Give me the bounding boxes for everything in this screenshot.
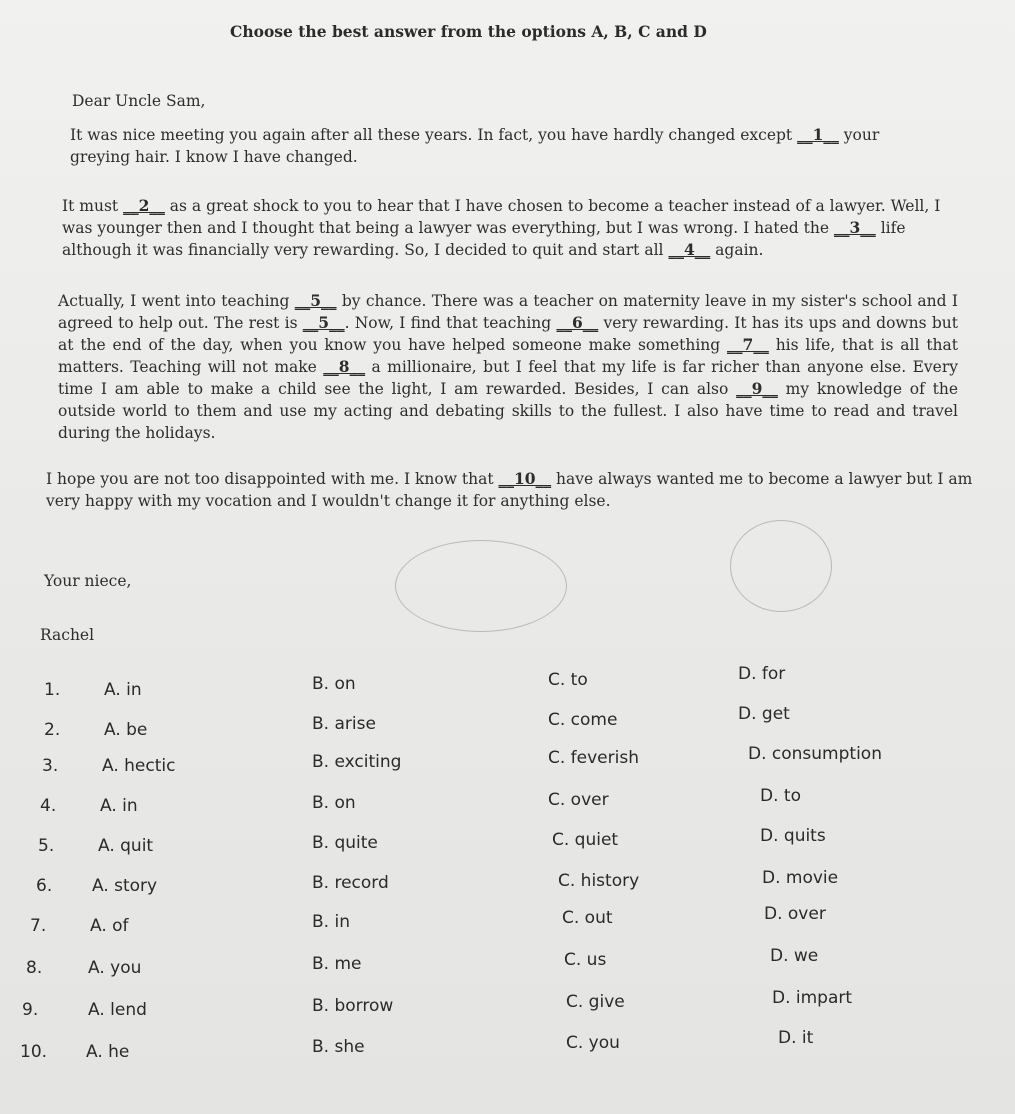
option-c[interactable]: C. come <box>548 710 618 730</box>
letter-text: It must <box>62 197 124 215</box>
option-a[interactable]: A. be <box>104 720 148 740</box>
question-number: 7. <box>30 916 47 936</box>
option-d[interactable]: D. get <box>738 704 790 724</box>
option-a[interactable]: A. lend <box>88 1000 147 1020</box>
question-number: 8. <box>26 958 43 978</box>
option-d[interactable]: D. movie <box>762 868 839 888</box>
letter-greeting: Dear Uncle Sam, <box>72 92 206 110</box>
answer-blank: __5__ <box>302 313 345 332</box>
option-b[interactable]: B. me <box>312 954 362 974</box>
letter-closing: Your niece, <box>44 572 132 590</box>
option-a[interactable]: A. in <box>104 680 142 700</box>
option-a[interactable]: A. in <box>100 796 138 816</box>
option-c[interactable]: C. to <box>548 670 588 690</box>
letter-text: have always wanted me to become a lawyer but I am very happy with my vocation and I wouldn't change it for anything else. <box>46 470 973 510</box>
question-number: 5. <box>38 836 55 856</box>
option-d[interactable]: D. to <box>760 786 801 806</box>
option-c[interactable]: C. feverish <box>548 748 639 768</box>
question-number: 3. <box>42 756 59 776</box>
option-b[interactable]: B. on <box>312 793 356 813</box>
option-c[interactable]: C. quiet <box>552 830 619 850</box>
question-number: 6. <box>36 876 53 896</box>
option-d[interactable]: D. over <box>764 904 826 924</box>
option-b[interactable]: B. on <box>312 674 356 694</box>
letter-text: Actually, I went into teaching <box>58 292 295 310</box>
answer-blank: __4__ <box>668 240 711 259</box>
option-a[interactable]: A. quit <box>98 836 154 856</box>
option-c[interactable]: C. out <box>562 908 613 928</box>
answer-blank: __2__ <box>123 196 165 215</box>
letter-text: life although it was financially very rewarding. So, I decided to quit and start all <box>62 219 906 259</box>
option-c[interactable]: C. you <box>566 1033 620 1053</box>
letter-text: again. <box>710 241 764 259</box>
answer-blank: __8__ <box>323 357 366 376</box>
answer-blank: __3__ <box>833 218 876 237</box>
letter-text: your greying hair. I know I have changed. <box>70 126 880 166</box>
letter-text: I hope you are not too disappointed with me. I know that <box>46 470 499 488</box>
letter-text: his life, that is all that matters. Teaching will not make <box>58 336 958 376</box>
option-a[interactable]: A. of <box>90 916 129 936</box>
option-d[interactable]: D. we <box>770 946 819 966</box>
letter-text: a millionaire, but I feel that my life is far richer than anyone else. Every time I am able to make a child see the light, I am rewarded. Besides, I can also <box>58 358 958 398</box>
instruction-title: Choose the best answer from the options A, B, C and D <box>230 22 707 41</box>
option-a[interactable]: A. he <box>86 1042 130 1062</box>
letter-text: as a great shock to you to hear that I have chosen to become a teacher instead of a lawyer. Well, I was younger then and I thought that being a lawyer was everything, but I was wrong. I hated the <box>62 197 941 237</box>
letter-text: my knowledge of the outside world to them and use my acting and debating skills to the fullest. I also have time to read and travel during the holidays. <box>58 380 958 442</box>
option-b[interactable]: B. arise <box>312 714 376 734</box>
option-c[interactable]: C. give <box>566 992 625 1012</box>
answer-blank: __1__ <box>797 125 839 144</box>
question-number: 4. <box>40 796 57 816</box>
option-c[interactable]: C. us <box>564 950 607 970</box>
question-number: 9. <box>22 1000 39 1020</box>
letter-signature: Rachel <box>40 626 95 644</box>
option-a[interactable]: A. hectic <box>102 756 176 776</box>
letter-text: . Now, I find that teaching <box>344 314 557 332</box>
letter-text: very rewarding. It has its ups and downs but at the end of the day, when you know you have helped someone make something <box>58 314 958 354</box>
option-d[interactable]: D. impart <box>772 988 853 1008</box>
option-d[interactable]: D. quits <box>760 826 826 846</box>
answer-blank: __5__ <box>294 291 337 310</box>
answer-blank: __10__ <box>498 469 552 488</box>
question-number: 10. <box>20 1042 48 1062</box>
letter-text: by chance. There was a teacher on maternity leave in my sister's school and I agreed to help out. The rest is <box>58 292 958 332</box>
option-b[interactable]: B. in <box>312 912 350 932</box>
question-number: 2. <box>44 720 61 740</box>
option-a[interactable]: A. story <box>92 876 158 896</box>
answer-blank: __6__ <box>556 313 599 332</box>
option-b[interactable]: B. she <box>312 1037 365 1057</box>
option-c[interactable]: C. over <box>548 790 609 810</box>
answer-blank: __7__ <box>727 335 769 354</box>
option-d[interactable]: D. it <box>778 1028 814 1048</box>
question-number: 1. <box>44 680 61 700</box>
option-b[interactable]: B. record <box>312 873 389 893</box>
option-b[interactable]: B. borrow <box>312 996 394 1016</box>
answer-blank: __9__ <box>736 379 778 398</box>
option-c[interactable]: C. history <box>558 871 640 891</box>
option-b[interactable]: B. quite <box>312 833 378 853</box>
option-d[interactable]: D. for <box>738 664 786 684</box>
option-d[interactable]: D. consumption <box>748 744 882 764</box>
option-b[interactable]: B. exciting <box>312 752 402 772</box>
option-a[interactable]: A. you <box>88 958 142 978</box>
letter-text: It was nice meeting you again after all these years. In fact, you have hardly changed except <box>70 126 798 144</box>
